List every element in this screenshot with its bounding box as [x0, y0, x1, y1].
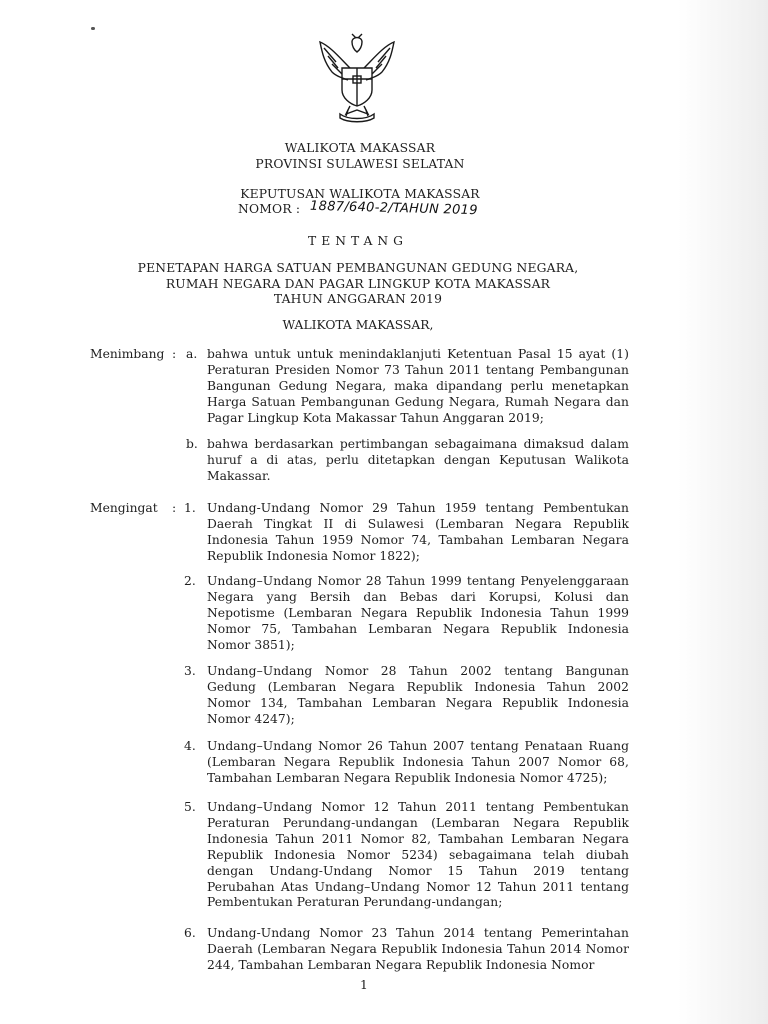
mengingat-item-text: Undang–Undang Nomor 26 Tahun 2007 tentang Penataan Ruang (Lembaran Negara Republik Indonesia Tahun 2007 Nomor 68, Tambahan Lembaran Negara Republik Indonesia Nomor 4725);: [207, 739, 629, 785]
nomor-label: NOMOR :: [238, 202, 301, 216]
menimbang-item-marker: a.: [186, 347, 198, 361]
header-line-2: PROVINSI SULAWESI SELATAN: [255, 157, 465, 171]
mengingat-item-marker: 2.: [184, 574, 196, 588]
scan-speck: [91, 27, 95, 30]
menimbang-label: Menimbang: [90, 347, 165, 361]
walikota-heading: WALIKOTA MAKASSAR,: [282, 318, 434, 332]
menimbang-item-text: bahwa berdasarkan pertimbangan sebagaimana dimaksud dalam huruf a di atas, perlu ditetapkan dengan Keputusan Walikota Makassar.: [207, 437, 629, 483]
mengingat-label: Mengingat: [90, 501, 158, 515]
header-line-1: WALIKOTA MAKASSAR: [284, 141, 436, 155]
mengingat-item-marker: 3.: [184, 664, 196, 678]
title-line-2: RUMAH NEGARA DAN PAGAR LINGKUP KOTA MAKASSAR: [165, 277, 551, 291]
mengingat-item-text: Undang-Undang Nomor 29 Tahun 1959 tentang Pembentukan Daerah Tingkat II di Sulawesi (Lembaran Negara Republik Indonesia Tahun 1959 Nomor 74, Tambahan Lembaran Negara Republik Indonesia Nomor 1822);: [207, 501, 629, 563]
mengingat-item-text: Undang–Undang Nomor 12 Tahun 2011 tentang Pembentukan Peraturan Perundang-undangan (Lembaran Negara Republik Indonesia Tahun 2011 Nomor 82, Tambahan Lembaran Negara Republik Indonesia Nomor 5234) sebagaimana telah diubah dengan Undang-Undang Nomor 15 Tahun 2019 tentang Perubahan Atas Undang–Undang Nomor 12 Tahun 2011 tentang Pembentukan Peraturan Perundang-undangan;: [207, 800, 629, 910]
mengingat-item-marker: 4.: [184, 739, 196, 753]
decree-title: KEPUTUSAN WALIKOTA MAKASSAR: [240, 187, 480, 201]
menimbang-item-text: bahwa untuk untuk menindaklanjuti Ketentuan Pasal 15 ayat (1) Peraturan Presiden Nomor 73 Tahun 2011 tentang Pembangunan Bangunan Gedung Negara, maka dipandang perlu menetapkan Harga Satuan Pembangunan Gedung Negara, Rumah Negara dan Pagar Lingkup Kota Makassar Tahun Anggaran 2019;: [207, 347, 629, 425]
mengingat-item-marker: 6.: [184, 926, 196, 940]
tentang-heading: TENTANG: [308, 234, 408, 248]
mengingat-colon: :: [172, 501, 177, 515]
mengingat-item-text: Undang-Undang Nomor 23 Tahun 2014 tentang Pemerintahan Daerah (Lembaran Negara Republik Indonesia Tahun 2014 Nomor 244, Tambahan Lembaran Negara Republik Indonesia Nomor: [207, 926, 629, 972]
mengingat-item-marker: 1.: [184, 501, 196, 515]
garuda-emblem-icon: [312, 28, 402, 126]
mengingat-item-marker: 5.: [184, 800, 196, 814]
menimbang-colon: :: [172, 347, 177, 361]
title-line-1: PENETAPAN HARGA SATUAN PEMBANGUNAN GEDUNG NEGARA,: [137, 261, 579, 275]
mengingat-item-text: Undang–Undang Nomor 28 Tahun 1999 tentang Penyelenggaraan Negara yang Bersih dan Bebas dari Korupsi, Kolusi dan Nepotisme (Lembaran Negara Republik Indonesia Tahun 1999 Nomor 75, Tambahan Lembaran Negara Republik Indonesia Nomor 3851);: [207, 574, 629, 652]
menimbang-item-marker: b.: [186, 437, 198, 451]
mengingat-item-text: Undang–Undang Nomor 28 Tahun 2002 tentang Bangunan Gedung (Lembaran Negara Republik Indonesia Tahun 2002 Nomor 134, Tambahan Lembaran Negara Republik Indonesia Nomor 4247);: [207, 664, 629, 726]
page-number: 1: [360, 978, 368, 992]
title-line-3: TAHUN ANGGARAN 2019: [273, 292, 443, 306]
nomor-handwritten-value: 1887/640-2/TAHUN 2019: [309, 198, 478, 219]
